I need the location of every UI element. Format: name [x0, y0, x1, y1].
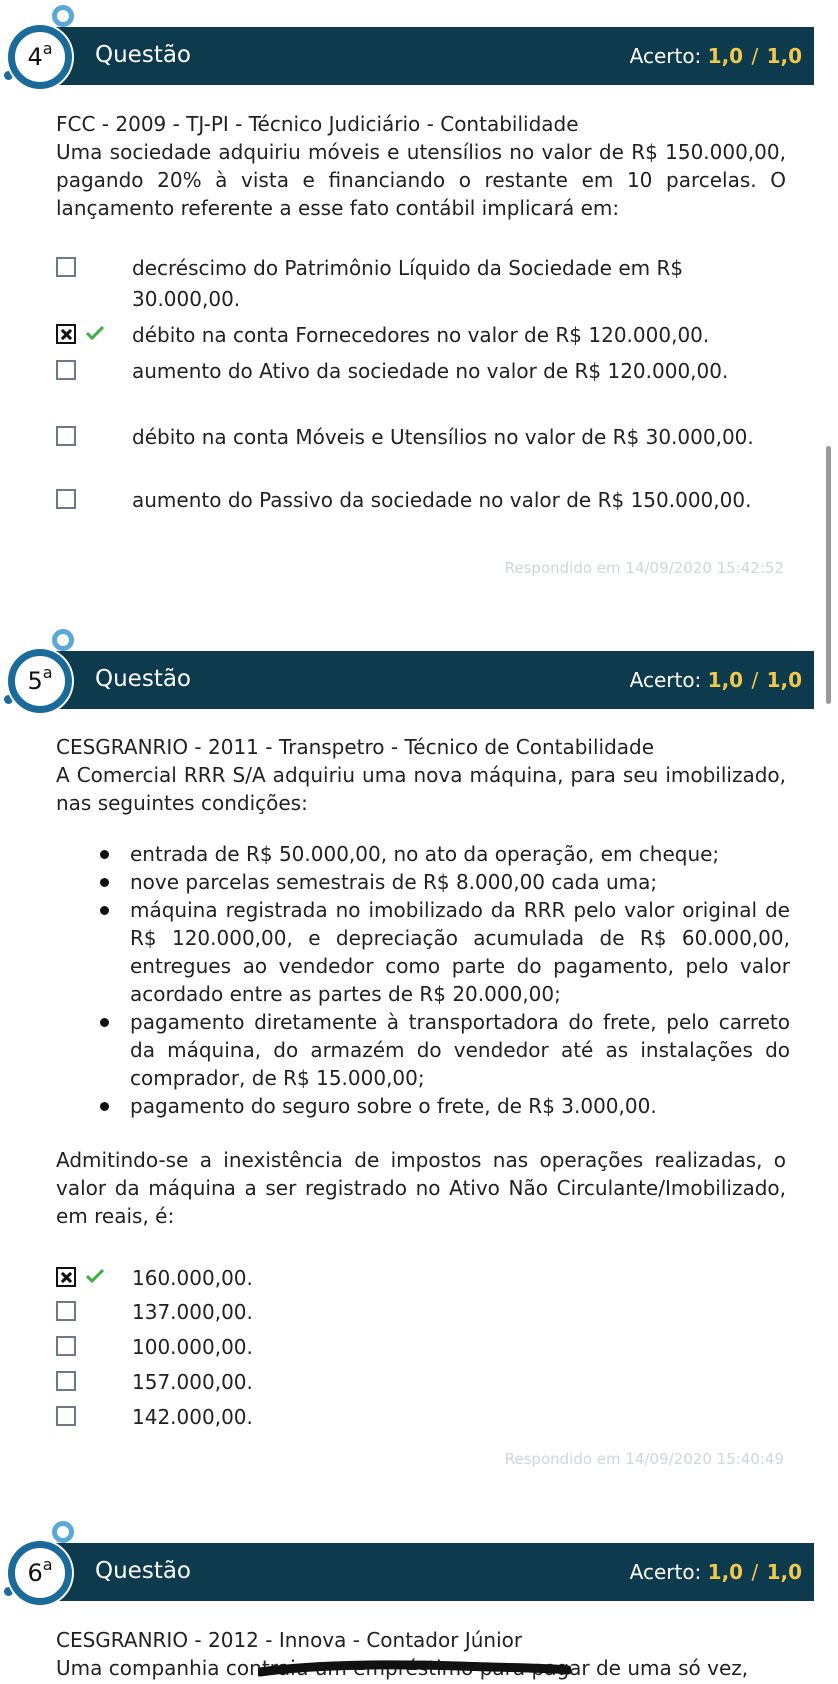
question-number-badge [8, 649, 72, 713]
option-text: 160.000,00. [132, 1266, 253, 1290]
option-text: 157.000,00. [132, 1370, 253, 1394]
option-text: 100.000,00. [132, 1335, 253, 1359]
option-text: 137.000,00. [132, 1300, 253, 1324]
score-value: 1,0 [707, 668, 744, 692]
question-source: CESGRANRIO - 2011 - Transpetro - Técnico de Contabilidade [56, 735, 655, 759]
decorative-bubble [52, 1521, 74, 1543]
checkbox-icon[interactable] [56, 489, 76, 509]
score-total: 1,0 [766, 1560, 802, 1584]
question-label: Questão [95, 42, 191, 68]
question-statement: A Comercial RRR S/A adquiriu uma nova máquina, para seu imobilizado, nas seguintes condições: [56, 763, 786, 815]
question-source: CESGRANRIO - 2012 - Innova - Contador Júnior [56, 1628, 523, 1652]
question-label: Questão [95, 1558, 191, 1584]
option-text: aumento do Ativo da sociedade no valor de R$ 120.000,00. [132, 359, 729, 383]
list-item: pagamento do seguro sobre o frete, de R$ 3.000,00. [100, 1092, 790, 1120]
option-text: aumento do Passivo da sociedade no valor de R$ 150.000,00. [132, 488, 752, 512]
answered-timestamp: Respondido em 14/09/2020 15:42:52 [504, 559, 784, 577]
score-value: 1,0 [707, 44, 744, 68]
score-separator: / [751, 44, 759, 68]
question-statement: Uma companhia contraiu um empréstimo para pagar de uma só vez, [56, 1656, 749, 1680]
option-text: débito na conta Móveis e Utensílios no valor de R$ 30.000,00. [132, 425, 754, 449]
score-label: Acerto: [629, 44, 702, 68]
checkbox-icon[interactable] [56, 1336, 76, 1356]
score-total: 1,0 [766, 668, 802, 692]
conditions-list [100, 840, 790, 1120]
checkbox-icon[interactable] [56, 360, 76, 380]
score [630, 668, 802, 692]
decorative-bubble [52, 5, 74, 27]
question-number-badge [8, 25, 72, 89]
list-item: pagamento diretamente à transportadora do frete, pelo carreto da máquina, do armazém do vendedor até as instalações do comprador, de R$ 15.000,00; [100, 1008, 790, 1092]
question-5-header [0, 651, 838, 709]
score-separator: / [751, 1560, 759, 1584]
question-prompt: Admitindo-se a inexistência de impostos nas operações realizadas, o valor da máquina a ser registrado no Ativo Não Circulante/Imobilizado, em reais, é: [56, 1148, 786, 1228]
question-source: FCC - 2009 - TJ-PI - Técnico Judiciário - Contabilidade [56, 112, 579, 136]
score-total: 1,0 [766, 44, 802, 68]
question-statement: Uma sociedade adquiriu móveis e utensílios no valor de R$ 150.000,00, pagando 20% à vista e financiando o restante em 10 parcelas. O lançamento referente a esse fato contábil implicará em: [56, 140, 786, 220]
checkbox-icon[interactable] [56, 1371, 76, 1391]
question-6-header [0, 1543, 838, 1601]
list-item: máquina registrada no imobilizado da RRR pelo valor original de R$ 120.000,00, e depreciação acumulada de R$ 60.000,00, entregues ao vendedor como parte do pagamento, pelo valor acordado entre as partes de R$ 20.000,00; [100, 896, 790, 1008]
score-value: 1,0 [707, 1560, 744, 1584]
question-ordinal: a [42, 1555, 53, 1574]
answered-timestamp: Respondido em 14/09/2020 15:40:49 [504, 1450, 784, 1468]
question-number-badge [8, 1541, 72, 1605]
green-check-icon [86, 1269, 104, 1283]
scrollbar[interactable] [826, 446, 831, 704]
green-check-icon [86, 326, 104, 340]
option-text: 142.000,00. [132, 1405, 253, 1429]
redaction-scribble [258, 1660, 571, 1680]
score-separator: / [751, 668, 759, 692]
question-ordinal: a [42, 663, 53, 682]
question-number: 4 [27, 43, 43, 71]
question-4-header [0, 27, 838, 85]
question-label: Questão [95, 666, 191, 692]
question-number: 6 [27, 1559, 43, 1587]
list-item: nove parcelas semestrais de R$ 8.000,00 cada uma; [100, 868, 790, 896]
checkbox-icon[interactable] [56, 1301, 76, 1321]
score [630, 1560, 802, 1584]
question-ordinal: a [42, 39, 53, 58]
list-item: entrada de R$ 50.000,00, no ato da operação, em cheque; [100, 840, 790, 868]
checkbox-icon[interactable] [56, 426, 76, 446]
option-text: débito na conta Fornecedores no valor de R$ 120.000,00. [132, 323, 710, 347]
score-label: Acerto: [629, 668, 702, 692]
x-checkbox-icon[interactable] [56, 1267, 76, 1287]
option-text: decréscimo do Patrimônio Líquido da Sociedade em R$ 30.000,00. [132, 256, 684, 311]
checkbox-icon[interactable] [56, 257, 76, 277]
score-label: Acerto: [629, 1560, 702, 1584]
decorative-bubble [52, 629, 74, 651]
question-number: 5 [27, 667, 43, 695]
x-checkbox-icon[interactable] [56, 324, 76, 344]
score [630, 44, 802, 68]
checkbox-icon[interactable] [56, 1406, 76, 1426]
